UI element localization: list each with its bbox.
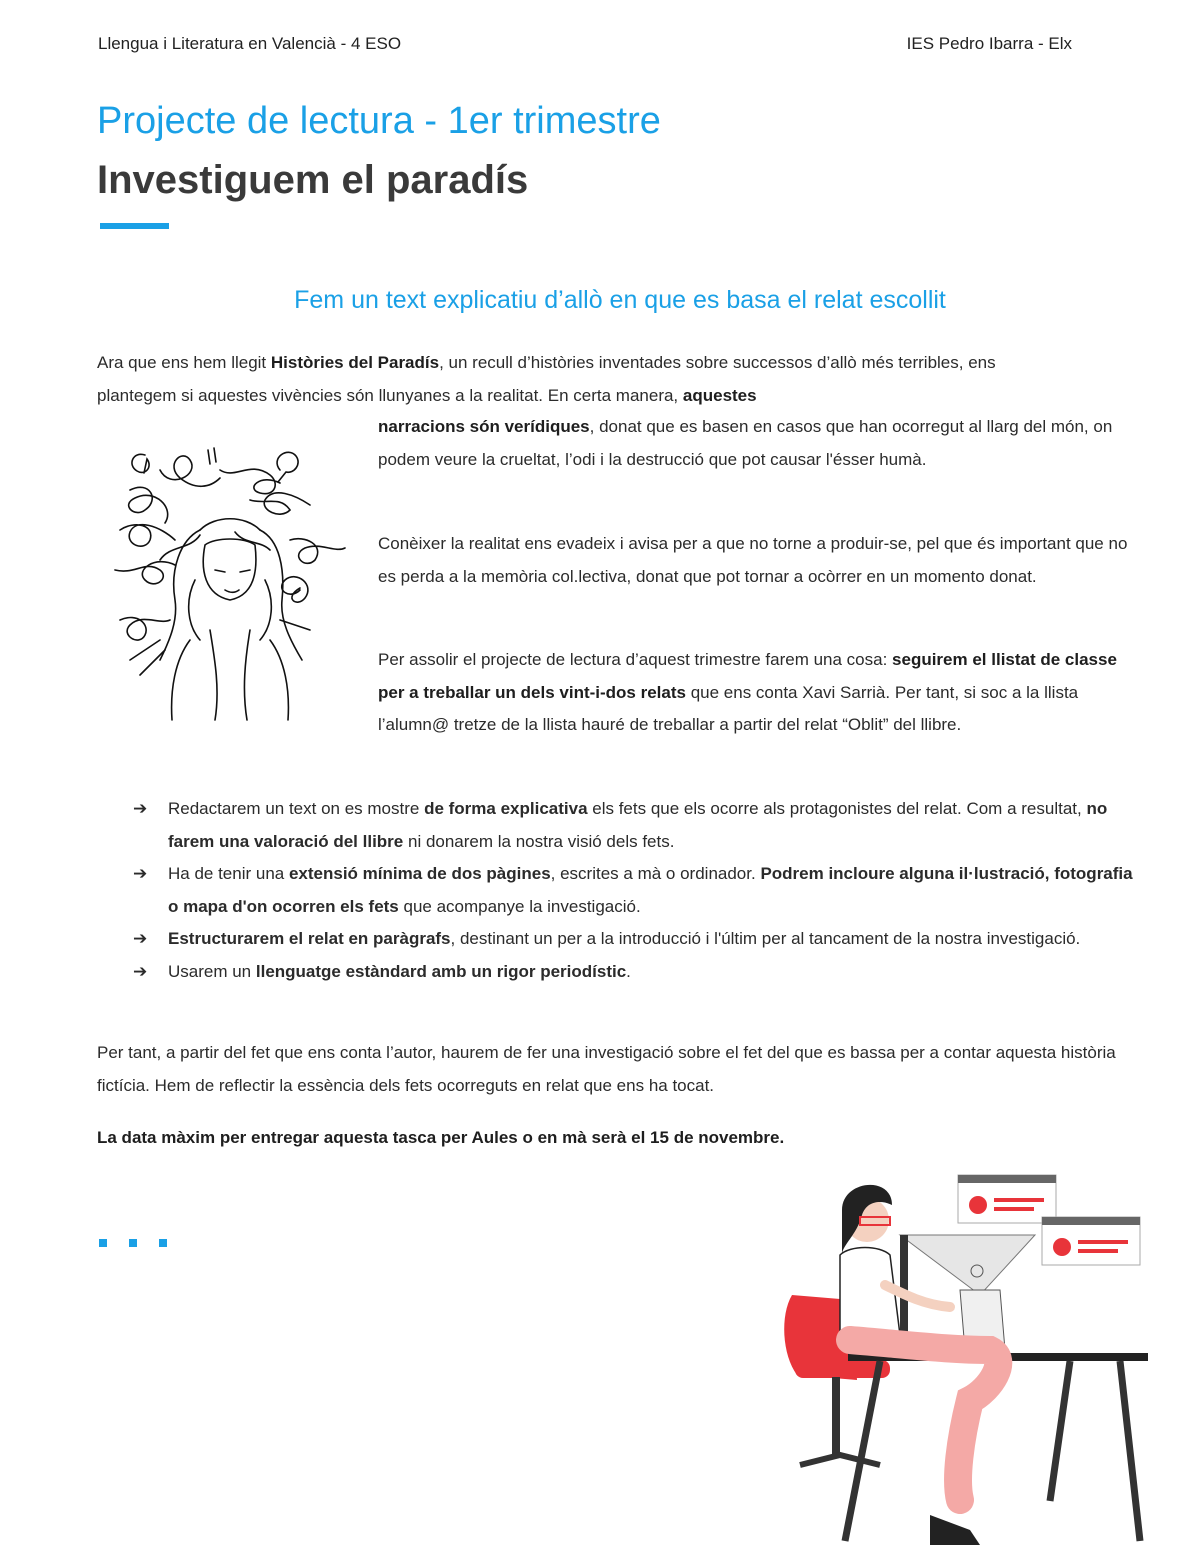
ellipsis-decoration <box>99 1239 167 1247</box>
project-text-2: que ens conta Xavi Sarrià. Per tant, si soc a la llista l’alumn@ tretze de la llista hauré de treballar a partir del relat “Oblit” del llibre. <box>378 682 1079 734</box>
intro-text-2: , un recull d’històries inventades sobre successos d’allò més terribles, ens plantegem si aquestes vivències són llunyanes a la realitat. En certa manera, <box>97 353 996 405</box>
list-item: ➔ Usarem un llenguatge estàndard amb un rigor periodístic. <box>133 956 1143 989</box>
list-item: ➔ Ha de tenir una extensió mínima de dos pàgines, escrites a mà o ordinador. Podrem incloure alguna il·lustració, fotografia o mapa d'on ocorren els fets que acompanye la investigació. <box>133 858 1143 923</box>
arrow-icon: ➔ <box>133 799 148 818</box>
arrow-icon: ➔ <box>133 961 148 981</box>
project-bold-1: seguirem el llistat de classe per a treballar un dels vint-i-dos relats <box>378 650 1117 702</box>
intro-paragraph <box>97 347 1057 412</box>
instructions-list <box>133 793 1143 988</box>
project-paragraph <box>378 644 1143 742</box>
list-item: ➔ Estructurarem el relat en paràgrafs, destinant un per a la introducció i l'últim per al tancament de la nostra investigació. <box>133 923 1143 956</box>
project-title: Projecte de lectura - 1er trimestre <box>97 100 661 142</box>
woman-at-computer-illustration <box>770 1165 1160 1550</box>
header-subject: Llengua i Literatura en Valencià - 4 ESO <box>98 34 402 53</box>
header-school: IES Pedro Ibarra - Elx <box>906 34 1072 53</box>
book-title: Històries del Paradís <box>270 353 440 372</box>
intro-bold-2: aquestes <box>682 385 757 405</box>
arrow-icon: ➔ <box>133 864 148 883</box>
intro-bold-3: narracions són verídiques <box>378 417 590 436</box>
page-title: Investiguem el paradís <box>97 158 529 202</box>
stressed-person-illustration <box>100 430 358 730</box>
project-text-1: Per assolir el projecte de lectura d’aquest trimestre farem una cosa: <box>378 650 893 669</box>
title-underline <box>100 223 169 229</box>
reality-paragraph: Conèixer la realitat ens evadeix i avisa per a que no torne a produir-se, pel que és important que no es perda a la memòria col.lectiva, donat que pot tornar a ocòrrer en un momento donat. <box>378 534 1128 586</box>
deadline-text: La data màxim per entregar aquesta tasca per Aules o en mà serà el 15 de novembre. <box>97 1128 785 1147</box>
intro-paragraph-continued <box>378 411 1138 476</box>
intro-text-3: , donat que es basen en casos que han ocorregut al llarg del món, on podem veure la crueltat, l’odi i la destrucció que pot causar l'ésser humà. <box>378 417 1113 469</box>
arrow-icon: ➔ <box>133 929 148 948</box>
list-item: ➔ Redactarem un text on es mostre de forma explicativa els fets que els ocorre als protagonistes del relat. Com a resultat, no farem una valoració del llibre ni donarem la nostra visió dels fets. <box>133 793 1143 858</box>
intro-text-1: Ara que ens hem llegit <box>97 353 271 372</box>
section-subtitle: Fem un text explicatiu d’allò en que es basa el relat escollit <box>294 286 946 314</box>
conclusion-paragraph: Per tant, a partir del fet que ens conta l’autor, haurem de fer una investigació sobre el fet del que es bassa per a contar aquesta història fictícia. Hem de reflectir la essència dels fets ocorreguts en relat que ens ha tocat. <box>97 1043 1116 1095</box>
